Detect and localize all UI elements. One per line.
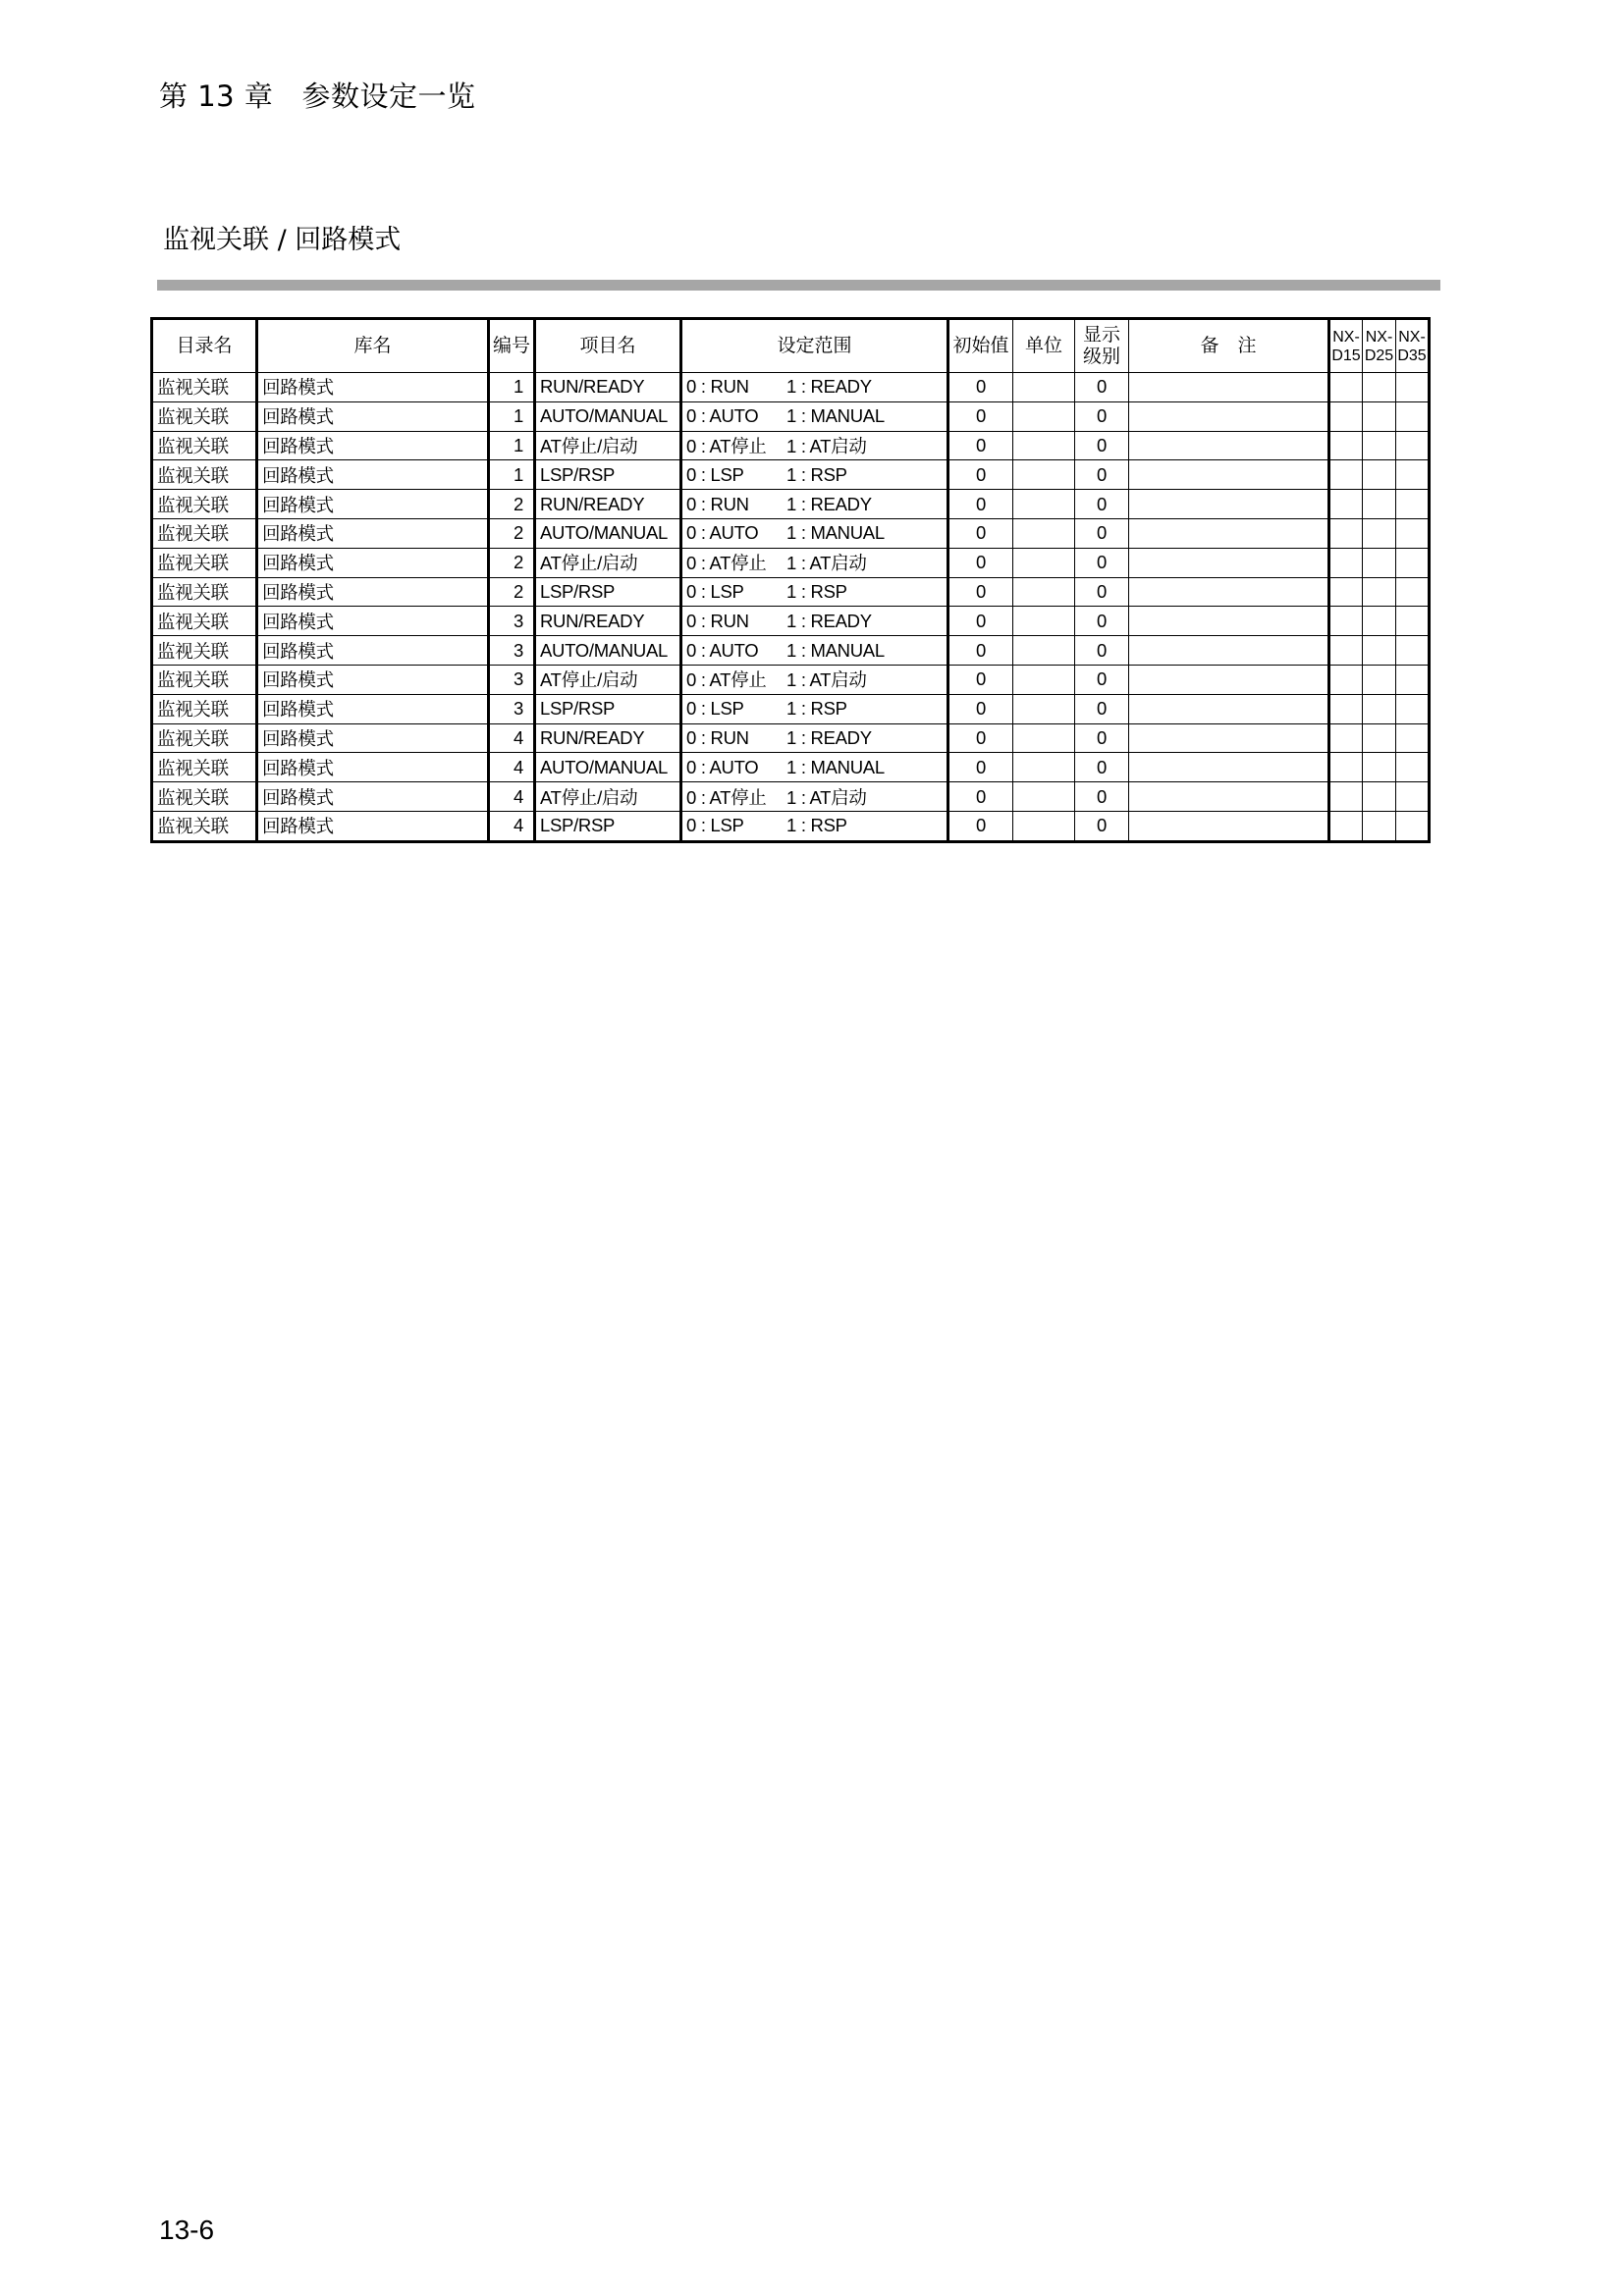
header-nx-d25-line2: D25 xyxy=(1364,347,1394,364)
range-option-0: 0 : LSP xyxy=(686,580,744,602)
table-row xyxy=(152,607,1430,636)
cell-library: 回路模式 xyxy=(257,665,489,694)
cell-remarks xyxy=(1129,636,1329,666)
range-option-1: 1 : READY xyxy=(786,726,872,748)
range-option-1: 1 : MANUAL xyxy=(786,639,885,661)
cell-display-level: 0 xyxy=(1075,811,1129,841)
cell-display-level: 0 xyxy=(1075,548,1129,577)
cell-nx-d35 xyxy=(1396,753,1430,782)
header-display-level-line1: 显示 xyxy=(1082,324,1120,346)
cell-unit xyxy=(1013,607,1075,636)
cell-nx-d15 xyxy=(1329,518,1363,548)
cell-nx-d25 xyxy=(1363,665,1396,694)
cell-nx-d25 xyxy=(1363,431,1396,460)
cell-nx-d15 xyxy=(1329,431,1363,460)
range-option-1: 1 : RSP xyxy=(786,698,847,720)
cell-nx-d35 xyxy=(1396,636,1430,666)
cell-nx-d25 xyxy=(1363,782,1396,812)
header-nx-d15 xyxy=(1329,319,1363,373)
cell-nx-d15 xyxy=(1329,401,1363,431)
range-option-0: 0 : AUTO xyxy=(686,639,759,661)
cell-library: 回路模式 xyxy=(257,723,489,753)
cell-range xyxy=(681,373,948,402)
cell-item: RUN/READY xyxy=(535,373,681,402)
range-option-1: 1 : AT启动 xyxy=(786,669,867,691)
table-row xyxy=(152,753,1430,782)
range-option-1: 1 : RSP xyxy=(786,815,847,836)
cell-unit xyxy=(1013,636,1075,666)
cell-catalog: 监视关联 xyxy=(152,460,257,490)
cell-unit xyxy=(1013,665,1075,694)
cell-unit xyxy=(1013,577,1075,607)
header-remarks: 备 注 xyxy=(1129,319,1329,373)
cell-catalog: 监视关联 xyxy=(152,548,257,577)
table-row xyxy=(152,636,1430,666)
header-nx-d35 xyxy=(1396,319,1430,373)
range-option-0: 0 : AT停止 xyxy=(686,669,767,691)
range-option-0: 0 : AUTO xyxy=(686,405,759,427)
cell-nx-d35 xyxy=(1396,607,1430,636)
header-initial: 初始值 xyxy=(948,319,1013,373)
range-option-1: 1 : MANUAL xyxy=(786,756,885,777)
cell-number: 1 xyxy=(489,373,535,402)
cell-number: 2 xyxy=(489,518,535,548)
cell-library: 回路模式 xyxy=(257,577,489,607)
cell-initial: 0 xyxy=(948,723,1013,753)
range-option-0: 0 : LSP xyxy=(686,698,744,720)
cell-range xyxy=(681,460,948,490)
cell-display-level: 0 xyxy=(1075,373,1129,402)
cell-nx-d25 xyxy=(1363,723,1396,753)
cell-number: 4 xyxy=(489,811,535,841)
cell-initial: 0 xyxy=(948,490,1013,519)
cell-library: 回路模式 xyxy=(257,460,489,490)
cell-item: LSP/RSP xyxy=(535,694,681,723)
cell-initial: 0 xyxy=(948,811,1013,841)
cell-nx-d25 xyxy=(1363,811,1396,841)
cell-remarks xyxy=(1129,490,1329,519)
range-option-0: 0 : RUN xyxy=(686,493,749,514)
cell-library: 回路模式 xyxy=(257,782,489,812)
header-display-level xyxy=(1075,319,1129,373)
cell-remarks xyxy=(1129,460,1329,490)
range-option-1: 1 : AT启动 xyxy=(786,786,867,808)
range-option-1: 1 : AT启动 xyxy=(786,553,867,574)
cell-library: 回路模式 xyxy=(257,753,489,782)
cell-display-level: 0 xyxy=(1075,607,1129,636)
header-nx-d15-line1: NX- xyxy=(1332,328,1360,346)
cell-initial: 0 xyxy=(948,548,1013,577)
range-option-0: 0 : RUN xyxy=(686,610,749,631)
header-catalog: 目录名 xyxy=(152,319,257,373)
header-nx-d35-line1: NX- xyxy=(1398,328,1426,346)
cell-nx-d15 xyxy=(1329,723,1363,753)
cell-initial: 0 xyxy=(948,373,1013,402)
cell-library: 回路模式 xyxy=(257,694,489,723)
cell-display-level: 0 xyxy=(1075,665,1129,694)
cell-nx-d25 xyxy=(1363,548,1396,577)
range-option-1: 1 : READY xyxy=(786,493,872,514)
cell-display-level: 0 xyxy=(1075,636,1129,666)
range-option-1: 1 : RSP xyxy=(786,463,847,485)
cell-display-level: 0 xyxy=(1075,518,1129,548)
cell-catalog: 监视关联 xyxy=(152,694,257,723)
cell-number: 3 xyxy=(489,694,535,723)
cell-remarks xyxy=(1129,665,1329,694)
cell-number: 3 xyxy=(489,665,535,694)
cell-unit xyxy=(1013,694,1075,723)
cell-nx-d15 xyxy=(1329,490,1363,519)
cell-remarks xyxy=(1129,723,1329,753)
cell-nx-d15 xyxy=(1329,636,1363,666)
cell-initial: 0 xyxy=(948,782,1013,812)
range-option-0: 0 : AT停止 xyxy=(686,435,767,456)
cell-item: AT停止/启动 xyxy=(535,548,681,577)
cell-remarks xyxy=(1129,431,1329,460)
cell-display-level: 0 xyxy=(1075,401,1129,431)
section-title: 监视关联 / 回路模式 xyxy=(163,225,402,255)
cell-remarks xyxy=(1129,782,1329,812)
table-row xyxy=(152,548,1430,577)
table-header-row xyxy=(152,319,1430,373)
cell-unit xyxy=(1013,753,1075,782)
cell-range xyxy=(681,431,948,460)
range-option-0: 0 : AT停止 xyxy=(686,786,767,808)
cell-catalog: 监视关联 xyxy=(152,811,257,841)
cell-initial: 0 xyxy=(948,607,1013,636)
cell-catalog: 监视关联 xyxy=(152,431,257,460)
cell-library: 回路模式 xyxy=(257,518,489,548)
cell-nx-d35 xyxy=(1396,431,1430,460)
cell-unit xyxy=(1013,431,1075,460)
chapter-title: 第 13 章 参数设定一览 xyxy=(159,80,476,113)
cell-item: AT停止/启动 xyxy=(535,665,681,694)
header-number: 编号 xyxy=(489,319,535,373)
cell-number: 1 xyxy=(489,401,535,431)
parameter-table xyxy=(150,317,1431,843)
cell-item: LSP/RSP xyxy=(535,811,681,841)
cell-nx-d35 xyxy=(1396,373,1430,402)
cell-number: 2 xyxy=(489,577,535,607)
cell-initial: 0 xyxy=(948,518,1013,548)
table-row xyxy=(152,373,1430,402)
cell-nx-d25 xyxy=(1363,460,1396,490)
cell-nx-d25 xyxy=(1363,490,1396,519)
table-row xyxy=(152,490,1430,519)
cell-number: 1 xyxy=(489,431,535,460)
cell-number: 4 xyxy=(489,723,535,753)
range-option-0: 0 : LSP xyxy=(686,463,744,485)
cell-unit xyxy=(1013,811,1075,841)
cell-library: 回路模式 xyxy=(257,373,489,402)
cell-library: 回路模式 xyxy=(257,490,489,519)
header-library: 库名 xyxy=(257,319,489,373)
header-display-level-line2: 级别 xyxy=(1082,346,1120,367)
cell-unit xyxy=(1013,401,1075,431)
cell-number: 2 xyxy=(489,548,535,577)
cell-remarks xyxy=(1129,753,1329,782)
cell-nx-d35 xyxy=(1396,518,1430,548)
cell-range xyxy=(681,782,948,812)
cell-initial: 0 xyxy=(948,694,1013,723)
cell-item: LSP/RSP xyxy=(535,577,681,607)
range-option-0: 0 : LSP xyxy=(686,815,744,836)
range-option-1: 1 : AT启动 xyxy=(786,435,867,456)
cell-initial: 0 xyxy=(948,577,1013,607)
cell-number: 2 xyxy=(489,490,535,519)
cell-catalog: 监视关联 xyxy=(152,723,257,753)
cell-item: LSP/RSP xyxy=(535,460,681,490)
cell-item: AUTO/MANUAL xyxy=(535,401,681,431)
cell-nx-d35 xyxy=(1396,490,1430,519)
cell-nx-d15 xyxy=(1329,548,1363,577)
cell-nx-d25 xyxy=(1363,607,1396,636)
cell-library: 回路模式 xyxy=(257,431,489,460)
cell-nx-d35 xyxy=(1396,665,1430,694)
cell-item: RUN/READY xyxy=(535,607,681,636)
cell-nx-d35 xyxy=(1396,811,1430,841)
cell-remarks xyxy=(1129,694,1329,723)
cell-nx-d35 xyxy=(1396,577,1430,607)
cell-item: AT停止/启动 xyxy=(535,431,681,460)
cell-item: RUN/READY xyxy=(535,490,681,519)
header-range: 设定范围 xyxy=(681,319,948,373)
cell-range xyxy=(681,665,948,694)
cell-range xyxy=(681,636,948,666)
header-nx-d35-line2: D35 xyxy=(1397,347,1427,364)
table-row xyxy=(152,577,1430,607)
cell-catalog: 监视关联 xyxy=(152,518,257,548)
cell-number: 1 xyxy=(489,460,535,490)
cell-nx-d25 xyxy=(1363,753,1396,782)
cell-remarks xyxy=(1129,577,1329,607)
cell-nx-d15 xyxy=(1329,460,1363,490)
cell-catalog: 监视关联 xyxy=(152,401,257,431)
cell-nx-d25 xyxy=(1363,373,1396,402)
table-row xyxy=(152,782,1430,812)
cell-unit xyxy=(1013,518,1075,548)
cell-nx-d15 xyxy=(1329,577,1363,607)
table-row xyxy=(152,811,1430,841)
cell-range xyxy=(681,548,948,577)
cell-library: 回路模式 xyxy=(257,401,489,431)
cell-display-level: 0 xyxy=(1075,723,1129,753)
table-row xyxy=(152,401,1430,431)
cell-nx-d35 xyxy=(1396,723,1430,753)
range-option-1: 1 : RSP xyxy=(786,580,847,602)
cell-catalog: 监视关联 xyxy=(152,665,257,694)
cell-range xyxy=(681,811,948,841)
cell-library: 回路模式 xyxy=(257,811,489,841)
range-option-1: 1 : READY xyxy=(786,610,872,631)
cell-display-level: 0 xyxy=(1075,460,1129,490)
cell-initial: 0 xyxy=(948,431,1013,460)
cell-display-level: 0 xyxy=(1075,694,1129,723)
cell-initial: 0 xyxy=(948,665,1013,694)
cell-display-level: 0 xyxy=(1075,577,1129,607)
cell-item: AUTO/MANUAL xyxy=(535,636,681,666)
cell-catalog: 监视关联 xyxy=(152,577,257,607)
cell-item: RUN/READY xyxy=(535,723,681,753)
cell-catalog: 监视关联 xyxy=(152,490,257,519)
cell-remarks xyxy=(1129,548,1329,577)
cell-nx-d25 xyxy=(1363,401,1396,431)
cell-nx-d15 xyxy=(1329,665,1363,694)
cell-item: AUTO/MANUAL xyxy=(535,753,681,782)
cell-remarks xyxy=(1129,607,1329,636)
table-row xyxy=(152,431,1430,460)
cell-display-level: 0 xyxy=(1075,753,1129,782)
range-option-0: 0 : RUN xyxy=(686,726,749,748)
cell-nx-d25 xyxy=(1363,577,1396,607)
header-unit: 单位 xyxy=(1013,319,1075,373)
cell-display-level: 0 xyxy=(1075,490,1129,519)
cell-catalog: 监视关联 xyxy=(152,753,257,782)
cell-nx-d25 xyxy=(1363,694,1396,723)
header-nx-d15-line2: D15 xyxy=(1331,347,1361,364)
cell-initial: 0 xyxy=(948,753,1013,782)
cell-initial: 0 xyxy=(948,636,1013,666)
cell-library: 回路模式 xyxy=(257,636,489,666)
cell-nx-d15 xyxy=(1329,607,1363,636)
cell-nx-d25 xyxy=(1363,518,1396,548)
table-row xyxy=(152,460,1430,490)
table-body xyxy=(152,373,1430,842)
cell-remarks xyxy=(1129,811,1329,841)
range-option-0: 0 : RUN xyxy=(686,376,749,398)
cell-nx-d15 xyxy=(1329,782,1363,812)
range-option-0: 0 : AUTO xyxy=(686,522,759,544)
cell-nx-d25 xyxy=(1363,636,1396,666)
cell-display-level: 0 xyxy=(1075,431,1129,460)
cell-nx-d15 xyxy=(1329,811,1363,841)
cell-catalog: 监视关联 xyxy=(152,636,257,666)
cell-range xyxy=(681,518,948,548)
cell-unit xyxy=(1013,548,1075,577)
table-row xyxy=(152,694,1430,723)
cell-remarks xyxy=(1129,401,1329,431)
cell-unit xyxy=(1013,460,1075,490)
cell-unit xyxy=(1013,782,1075,812)
cell-number: 3 xyxy=(489,607,535,636)
cell-range xyxy=(681,577,948,607)
cell-item: AUTO/MANUAL xyxy=(535,518,681,548)
cell-range xyxy=(681,607,948,636)
range-option-0: 0 : AUTO xyxy=(686,756,759,777)
range-option-1: 1 : READY xyxy=(786,376,872,398)
cell-initial: 0 xyxy=(948,401,1013,431)
header-nx-d25 xyxy=(1363,319,1396,373)
cell-nx-d35 xyxy=(1396,694,1430,723)
cell-unit xyxy=(1013,723,1075,753)
range-option-0: 0 : AT停止 xyxy=(686,553,767,574)
cell-number: 4 xyxy=(489,782,535,812)
cell-nx-d15 xyxy=(1329,373,1363,402)
cell-unit xyxy=(1013,490,1075,519)
cell-remarks xyxy=(1129,373,1329,402)
cell-remarks xyxy=(1129,518,1329,548)
header-nx-d25-line1: NX- xyxy=(1365,328,1393,346)
cell-range xyxy=(681,401,948,431)
table-row xyxy=(152,723,1430,753)
cell-number: 3 xyxy=(489,636,535,666)
cell-display-level: 0 xyxy=(1075,782,1129,812)
cell-nx-d35 xyxy=(1396,401,1430,431)
cell-initial: 0 xyxy=(948,460,1013,490)
cell-catalog: 监视关联 xyxy=(152,373,257,402)
cell-nx-d15 xyxy=(1329,753,1363,782)
cell-nx-d35 xyxy=(1396,782,1430,812)
cell-catalog: 监视关联 xyxy=(152,607,257,636)
range-option-1: 1 : MANUAL xyxy=(786,522,885,544)
range-option-1: 1 : MANUAL xyxy=(786,405,885,427)
cell-nx-d15 xyxy=(1329,694,1363,723)
cell-number: 4 xyxy=(489,753,535,782)
section-divider xyxy=(157,280,1440,291)
header-item: 项目名 xyxy=(535,319,681,373)
page-number: 13-6 xyxy=(159,2215,215,2245)
table-row xyxy=(152,665,1430,694)
cell-library: 回路模式 xyxy=(257,548,489,577)
cell-library: 回路模式 xyxy=(257,607,489,636)
cell-range xyxy=(681,723,948,753)
cell-range xyxy=(681,490,948,519)
cell-unit xyxy=(1013,373,1075,402)
table-row xyxy=(152,518,1430,548)
cell-catalog: 监视关联 xyxy=(152,782,257,812)
cell-nx-d35 xyxy=(1396,460,1430,490)
cell-item: AT停止/启动 xyxy=(535,782,681,812)
cell-range xyxy=(681,753,948,782)
cell-range xyxy=(681,694,948,723)
cell-nx-d35 xyxy=(1396,548,1430,577)
